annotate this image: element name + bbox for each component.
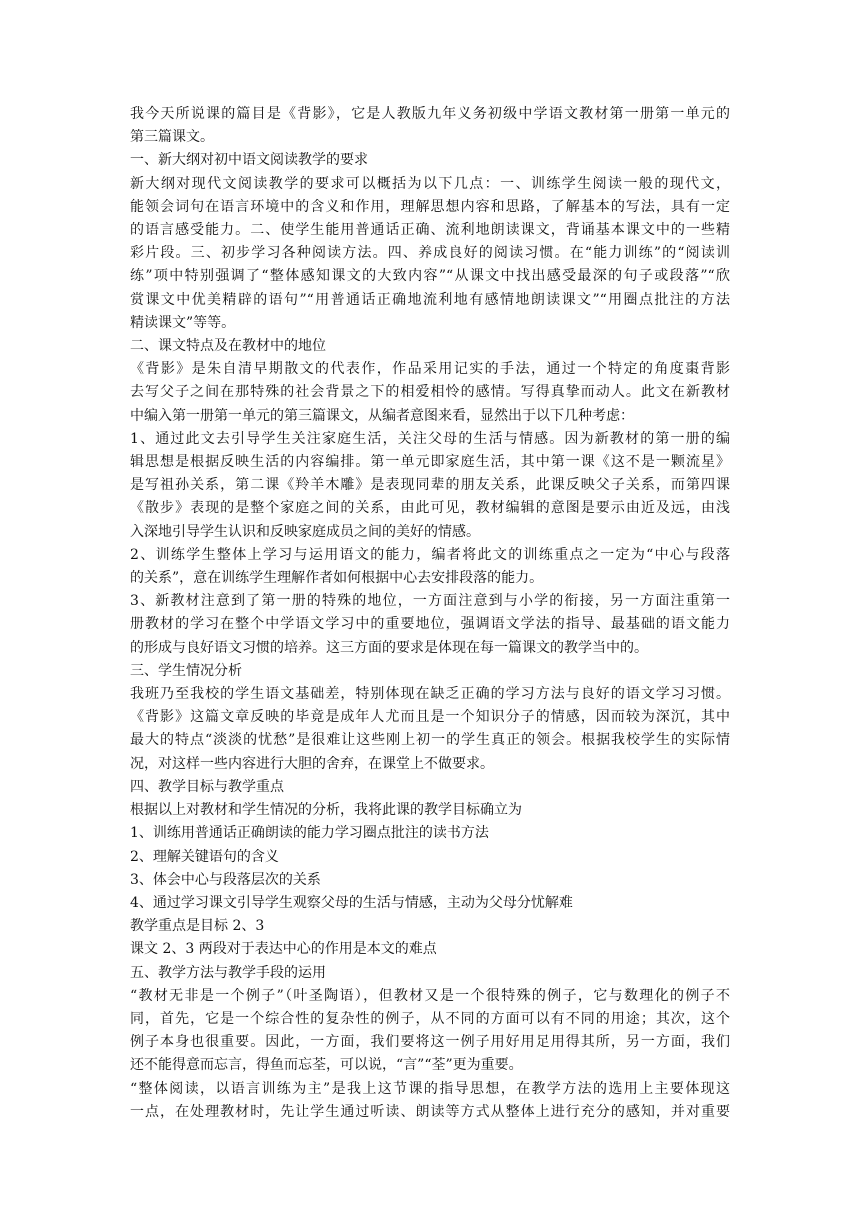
text-line: 二、课文特点及在教材中的地位 [130,338,326,355]
text-line: 册教材的学习在整个中学语文学习中的重要地位，强调语文学法的指导、最基础的语文能力 [130,616,730,633]
text-line: 2、理解关键语句的含义 [130,848,279,865]
text-line: 4、通过学习课文引导学生观察父母的生活与情感，主动为父母分忧解难 [130,894,573,911]
text-line: 第三篇课文。 [130,129,214,146]
text-line: 课文 2、3 两段对于表达中心的作用是本文的难点 [130,941,437,958]
text-line: 《背影》这篇文章反映的毕竟是成年人尤而且是一个知识分子的情感，因而较为深沉，其中 [130,709,730,726]
text-line: 能领会词句在语言环境中的含义和作用，理解思想内容和思路，了解基本的写法，具有一定 [130,198,730,215]
text-line: 例子本身也很重要。因此，一方面，我们要将这一例子用好用足用得其所，另一方面，我们 [130,1034,730,1051]
text-line: 中编入第一册第一单元的第三篇课文，从编者意图来看，显然出于以下几种考虑： [130,407,634,424]
text-line: “教材无非是一个例子”（叶圣陶语），但教材又是一个很特殊的例子，它与数理化的例子不 [130,987,730,1004]
text-line: 去写父子之间在那特殊的社会背景之下的相爱相怜的感情。写得真挚而动人。此文在新教材 [130,384,730,401]
text-line: 况，对这样一些内容进行大胆的舍弃，在课堂上不做要求。 [130,755,494,772]
text-line: 一点，在处理教材时，先让学生通过听读、朗读等方式从整体上进行充分的感知，并对重要 [130,1103,730,1120]
text-line: 入深地引导学生认识和反映家庭成员之间的美好的情感。 [130,523,480,540]
text-line: 的关系”，意在训练学生理解作者如何根据中心去安排段落的能力。 [130,570,544,587]
text-line: 根据以上对教材和学生情况的分析，我将此课的教学目标确立为 [130,802,522,819]
text-line: 辑思想是根据反映生活的内容编排。第一单元即家庭生活，其中第一课《这不是一颗流星》 [130,454,730,471]
text-line: 1、训练用普通话正确朗读的能力学习圈点批注的读书方法 [130,825,489,842]
text-line: 的语言感受能力。二、使学生能用普通话正确、流利地朗读课文，背诵基本课文中的一些精 [130,222,730,239]
text-line: 四、教学目标与教学重点 [130,778,284,795]
text-line: 彩片段。三、初步学习各种阅读方法。四、养成良好的阅读习惯。在“能力训练”的“阅读训 [130,245,730,262]
text-line: 3、体会中心与段落层次的关系 [130,871,321,888]
text-line: 还不能得意而忘言，得鱼而忘荃，可以说，“言”“荃”更为重要。 [130,1057,523,1074]
text-line: 《背影》是朱自清早期散文的代表作，作品采用记实的手法，通过一个特定的角度棗背影 [130,361,730,378]
text-line: 3、新教材注意到了第一册的特殊的地位，一方面注意到与小学的衔接，另一方面注重第一 [130,593,730,610]
text-line: 我班乃至我校的学生语文基础差，特别体现在缺乏正确的学习方法与良好的语文学习习惯。 [130,686,730,703]
document-page [130,103,730,1124]
text-line: 赏课文中优美精辟的语句”“用普通话正确地流利地有感情地朗读课文”“用圈点批注的方法 [130,291,730,308]
text-line: 是写祖孙关系，第二课《羚羊木雕》是表现同辈的朋友关系，此课反映父子关系，而第四课 [130,477,730,494]
text-line: 2、训练学生整体上学习与运用语文的能力，编者将此文的训练重点之一定为“中心与段落 [130,546,730,563]
text-line: 练”项中特别强调了“整体感知课文的大致内容”“从课文中找出感受最深的句子或段落”“欣 [130,268,730,285]
text-line: 1、通过此文去引导学生关注家庭生活，关注父母的生活与情感。因为新教材的第一册的编 [130,430,730,447]
text-line: 三、学生情况分析 [130,662,242,679]
text-line: 《散步》表现的是整个家庭之间的关系，由此可见，教材编辑的意图是要示由近及远，由浅 [130,500,730,517]
text-line: 最大的特点“淡淡的忧愁”是很难让这些刚上初一的学生真正的领会。根据我校学生的实际情 [130,732,730,749]
text-line: 我今天所说课的篇目是《背影》，它是人教版九年义务初级中学语文教材第一册第一单元的 [130,106,730,122]
text-line: 新大纲对现代文阅读教学的要求可以概括为以下几点：一、训练学生阅读一般的现代文， [130,175,730,192]
text-line: 五、教学方法与教学手段的运用 [130,964,326,981]
text-line: 精读课文”等等。 [130,314,236,331]
text-line: 一、新大纲对初中语文阅读教学的要求 [130,152,368,169]
text-line: “整体阅读，以语言训练为主”是我上这节课的指导思想，在教学方法的选用上主要体现这 [130,1080,730,1097]
text-line: 同，首先，它是一个综合性的复杂性的例子，从不同的方面可以有不同的用途；其次，这个 [130,1010,730,1027]
text-line: 教学重点是目标 2、3 [130,918,265,935]
text-line: 的形成与良好语文习惯的培养。这三方面的要求是体现在每一篇课文的教学当中的。 [130,639,648,656]
